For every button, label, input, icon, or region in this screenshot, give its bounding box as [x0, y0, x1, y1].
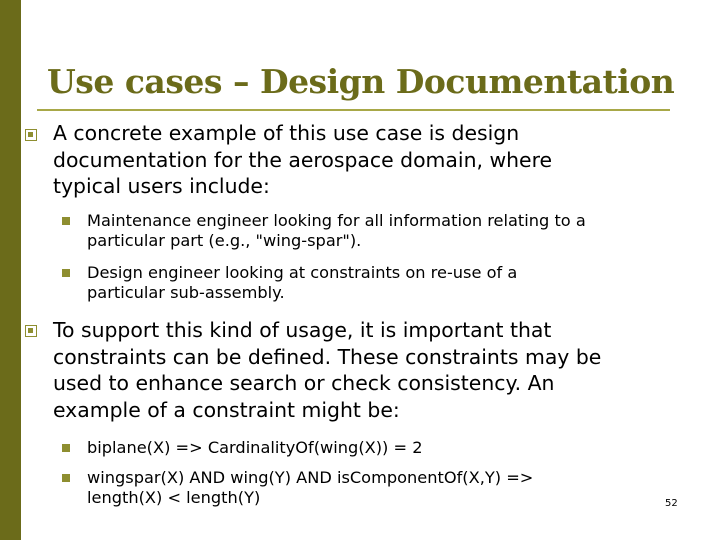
sub-bullet-icon — [62, 444, 70, 452]
text-line: particular part (e.g., "wing-spar"). — [87, 230, 362, 250]
text-line: biplane(X) => CardinalityOf(wing(X)) = 2 — [87, 438, 423, 457]
text-line: used to enhance search or check consistency. An — [53, 371, 555, 395]
text-line: Design engineer looking at constraints on re-use of a — [87, 263, 518, 282]
text-line: Maintenance engineer looking for all information relating to a — [87, 211, 586, 230]
text-line: example of a constraint might be: — [53, 397, 400, 422]
text-line: A concrete example of this use case is design — [53, 121, 520, 145]
sub-bullet-text — [87, 211, 586, 250]
square-bullet-icon — [25, 129, 37, 141]
side-accent-bar — [0, 0, 21, 540]
text-line: To support this kind of usage, it is important that — [53, 318, 552, 342]
bullet-text — [53, 317, 601, 423]
text-line: constraints can be defined. These constraints may be — [53, 344, 602, 369]
sub-bullet-icon — [62, 269, 70, 277]
text-line: length(X) < length(Y) — [87, 487, 261, 507]
sub-bullet-icon — [62, 474, 70, 482]
text-line: documentation for the aerospace domain, where — [53, 147, 553, 172]
slide-title: Use cases – Design Documentation — [47, 62, 675, 101]
sub-bullet-text — [87, 468, 533, 507]
title-underline — [37, 109, 670, 111]
text-line: particular sub-assembly. — [87, 282, 285, 302]
bullet-text — [53, 120, 552, 200]
sub-bullet-text — [87, 263, 517, 302]
text-line: wingspar(X) AND wing(Y) AND isComponentOf(X,Y) => — [87, 468, 534, 487]
square-bullet-icon — [25, 325, 37, 337]
page-number: 52 — [665, 498, 678, 509]
sub-bullet-icon — [62, 217, 70, 225]
sub-bullet-text — [87, 438, 423, 458]
text-line: typical users include: — [53, 174, 270, 198]
